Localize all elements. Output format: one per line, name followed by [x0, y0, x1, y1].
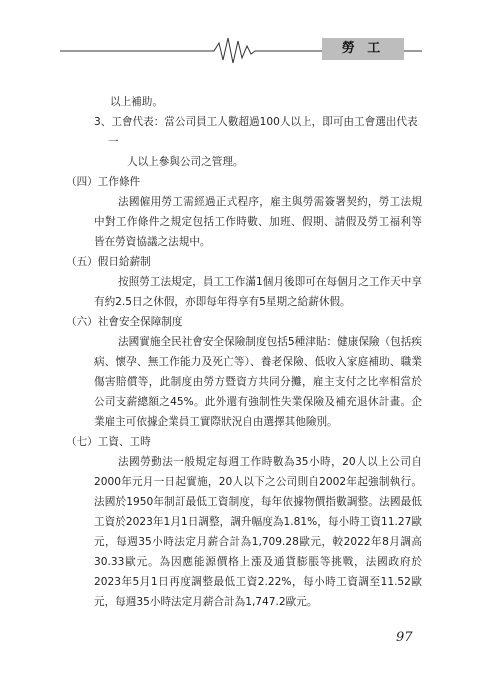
section-heading: （七）工資、工時: [66, 436, 151, 448]
page-number: 97: [396, 630, 413, 645]
page-body: [66, 92, 422, 612]
section-title-tab: 勞 工: [322, 38, 404, 60]
section-heading: （五）假日給薪制: [66, 256, 151, 268]
section-heading: （六）社會安全保障制度: [66, 316, 183, 328]
list-item-continuation: 人以上參與公司之管理。: [127, 156, 244, 168]
section-heading: （四）工作條件: [66, 176, 141, 188]
paragraph: 法國勞動法一般規定每週工作時數為35小時，20人以上公司自2000年元月一日起實施，20人以下之公司則自2002年起強制執行。法國於1950年制訂最低工資制度，每年依據物價指數調整。法國最低工資於2023年1月1日調整，調升幅度為1.81%，每小時工資11.27歐元，每週35小時法定月薪合計為1,709.28歐元，較2022年8月調高30.33歐元。為因應能源價格上漲及通貨膨脹等挑戰，法國政府於2023年5月1日再度調整最低工資2.22%，每小時工資調至11.52歐元，每週35小時法定月薪合計為1,747.2歐元。: [94, 456, 422, 608]
paragraph: 法國僱用勞工需經過正式程序，雇主與勞需簽署契約，勞工法規中對工作條件之規定包括工作時數、加班、假期、請假及勞工福利等皆在勞資協議之法規中。: [94, 196, 422, 248]
page-header: [0, 0, 480, 70]
heartbeat-line-decoration: [0, 0, 480, 70]
paragraph: 法國實施全民社會安全保險制度包括5種津貼：健康保險（包括疾病、懷孕、無工作能力及死亡等）、養老保險、低收入家庭補助、職業傷害賠償等，此制度由勞方暨資方共同分攤，雇主支付之比率相當於公司支薪總額之45%。此外還有強制性失業保險及補充退休計畫。企業雇主可依據企業員工實際狀況自由選擇其他險別。: [94, 336, 422, 428]
paragraph: 以上補助。: [110, 96, 163, 108]
paragraph: 按照勞工法規定，員工工作滿1個月後即可在每個月之工作天中享有約2.5日之休假，亦即每年得享有5星期之給薪休假。: [94, 276, 422, 308]
list-item: 3、工會代表：當公司員工人數超過100人以上，即可由工會選出代表一: [94, 116, 418, 148]
